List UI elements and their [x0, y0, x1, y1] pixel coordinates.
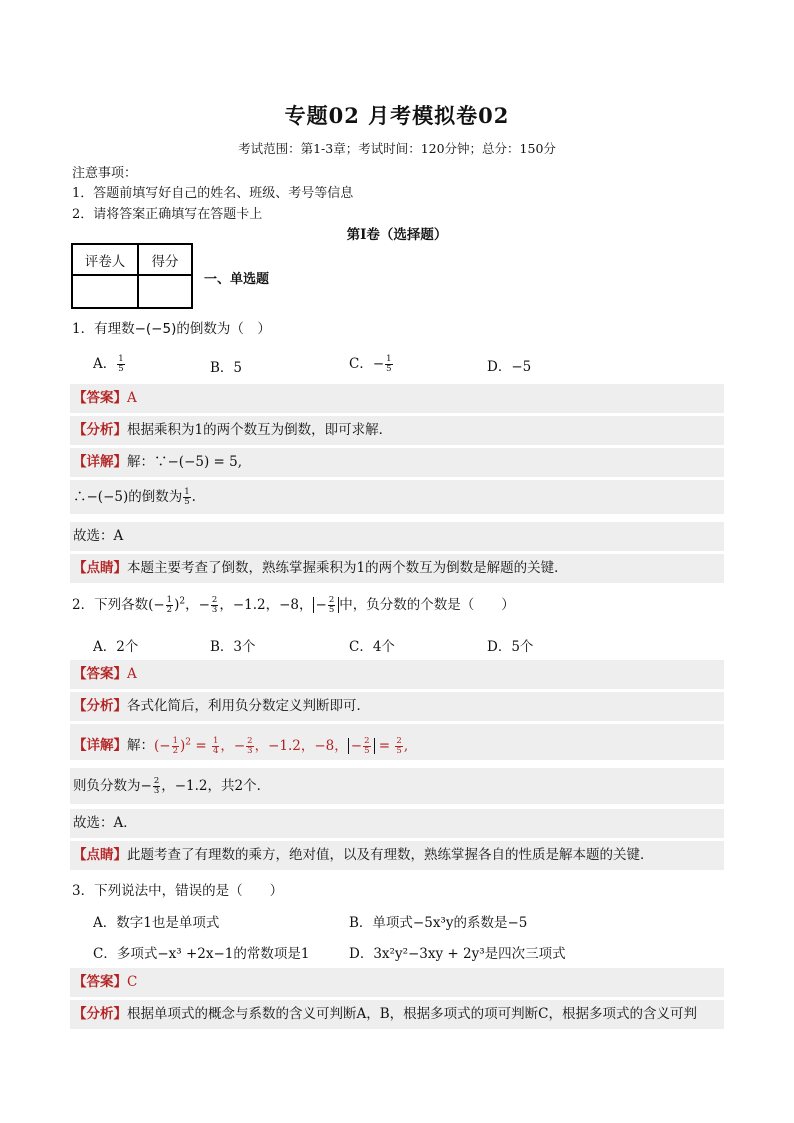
section-title: 第I卷（选择题）	[346, 227, 448, 243]
question-3-stem: 3．下列说法中，错误的是（ ）	[72, 883, 284, 899]
q2-answer: 【答案】A	[73, 666, 137, 682]
q2-option-c: C．4个	[349, 639, 395, 655]
q1-analysis: 【分析】根据乘积为1的两个数互为倒数，即可求解．	[73, 422, 393, 438]
q2-option-a: A．2个	[93, 639, 139, 655]
q2-option-b: B．3个	[210, 639, 256, 655]
q3-option-c: C．多项式−x³ +2x−1的常数项是1	[93, 946, 310, 962]
q2-analysis: 【分析】各式化简后，利用负分数定义判断即可．	[73, 698, 370, 714]
score-table-cell-score	[138, 275, 192, 308]
q3-answer-band	[70, 968, 724, 997]
score-table	[71, 243, 193, 309]
question-1-stem: 1．有理数−(−5)的倒数为（ ）	[72, 321, 271, 337]
q1-option-d: D．−5	[487, 359, 532, 375]
q3-analysis: 【分析】根据单项式的概念与系数的含义可判断A，B，根据多项式的项可判断C，根据多项式的含义可判	[73, 1006, 697, 1022]
q1-option-a: A． $\frac{1}{5}$	[93, 354, 124, 374]
score-table-cell-grader	[72, 275, 138, 308]
q3-answer: 【答案】C	[73, 974, 138, 990]
q1-detail-2: ∴−(−5)的倒数为 $\frac{1}{5}$ .	[73, 487, 196, 507]
q1-choose: 故选：A	[73, 528, 124, 544]
q1-detail-1: 【详解】解：∵−(−5) = 5,	[73, 454, 243, 470]
q2-detail-2: 则负分数为− $\frac{2}{3}$ ，−1.2，共2个．	[73, 776, 271, 796]
q1-option-c: C．− $\frac{1}{5}$	[349, 354, 392, 374]
note-item-1: 1．答题前填写好自己的姓名、班级、考号等信息	[72, 186, 354, 201]
score-table-header-score: 得分	[138, 244, 192, 275]
q1-answer-band	[70, 384, 724, 413]
score-table-header-grader: 评卷人	[72, 244, 138, 275]
page-title: 专题02 月考模拟卷02	[284, 103, 510, 128]
exam-info: 考试范围：第1-3章；考试时间：120分钟；总分：150分	[238, 141, 556, 156]
q2-comment: 【点睛】此题考查了有理数的乘方，绝对值，以及有理数，熟练掌握各自的性质是解本题的关键．	[73, 847, 654, 863]
q2-detail-1: 【详解】解：(− $\frac{1}{2}$ )$^2$ = $\frac{1}{4}$ ，− $\frac{2}{3}$ ，−1.2，−8， − $\frac{2}{5}$ = $\frac{2}{5}$ ,	[73, 735, 409, 756]
q3-option-b: B．单项式−5x³y的系数是−5	[349, 915, 528, 931]
q1-option-b: B．5	[210, 360, 243, 376]
q2-choose: 故选：A．	[73, 815, 137, 831]
q1-answer: 【答案】A	[73, 390, 137, 406]
question-2-stem: 2．下列各数(− $\frac{1}{2}$ )$^2$，− $\frac{2}{3}$ ，−1.2，−8， − $\frac{2}{5}$ 中，负分数的个数是（ ）	[72, 595, 515, 615]
q2-choose-band	[70, 809, 724, 838]
q3-option-d: D．3x²y²−3xy + 2y³是四次三项式	[349, 946, 566, 962]
q2-answer-band	[70, 660, 724, 689]
part-title: 一、单选题	[204, 272, 270, 287]
q1-choose-band	[70, 522, 724, 551]
notes-heading: 注意事项：	[72, 166, 138, 181]
q1-comment: 【点睛】本题主要考查了倒数，熟练掌握乘积为1的两个数互为倒数是解题的关键．	[73, 560, 568, 576]
q2-option-d: D．5个	[487, 639, 534, 655]
note-item-2: 2．请将答案正确填写在答题卡上	[72, 207, 263, 222]
q3-option-a: A．数字1也是单项式	[93, 915, 220, 931]
